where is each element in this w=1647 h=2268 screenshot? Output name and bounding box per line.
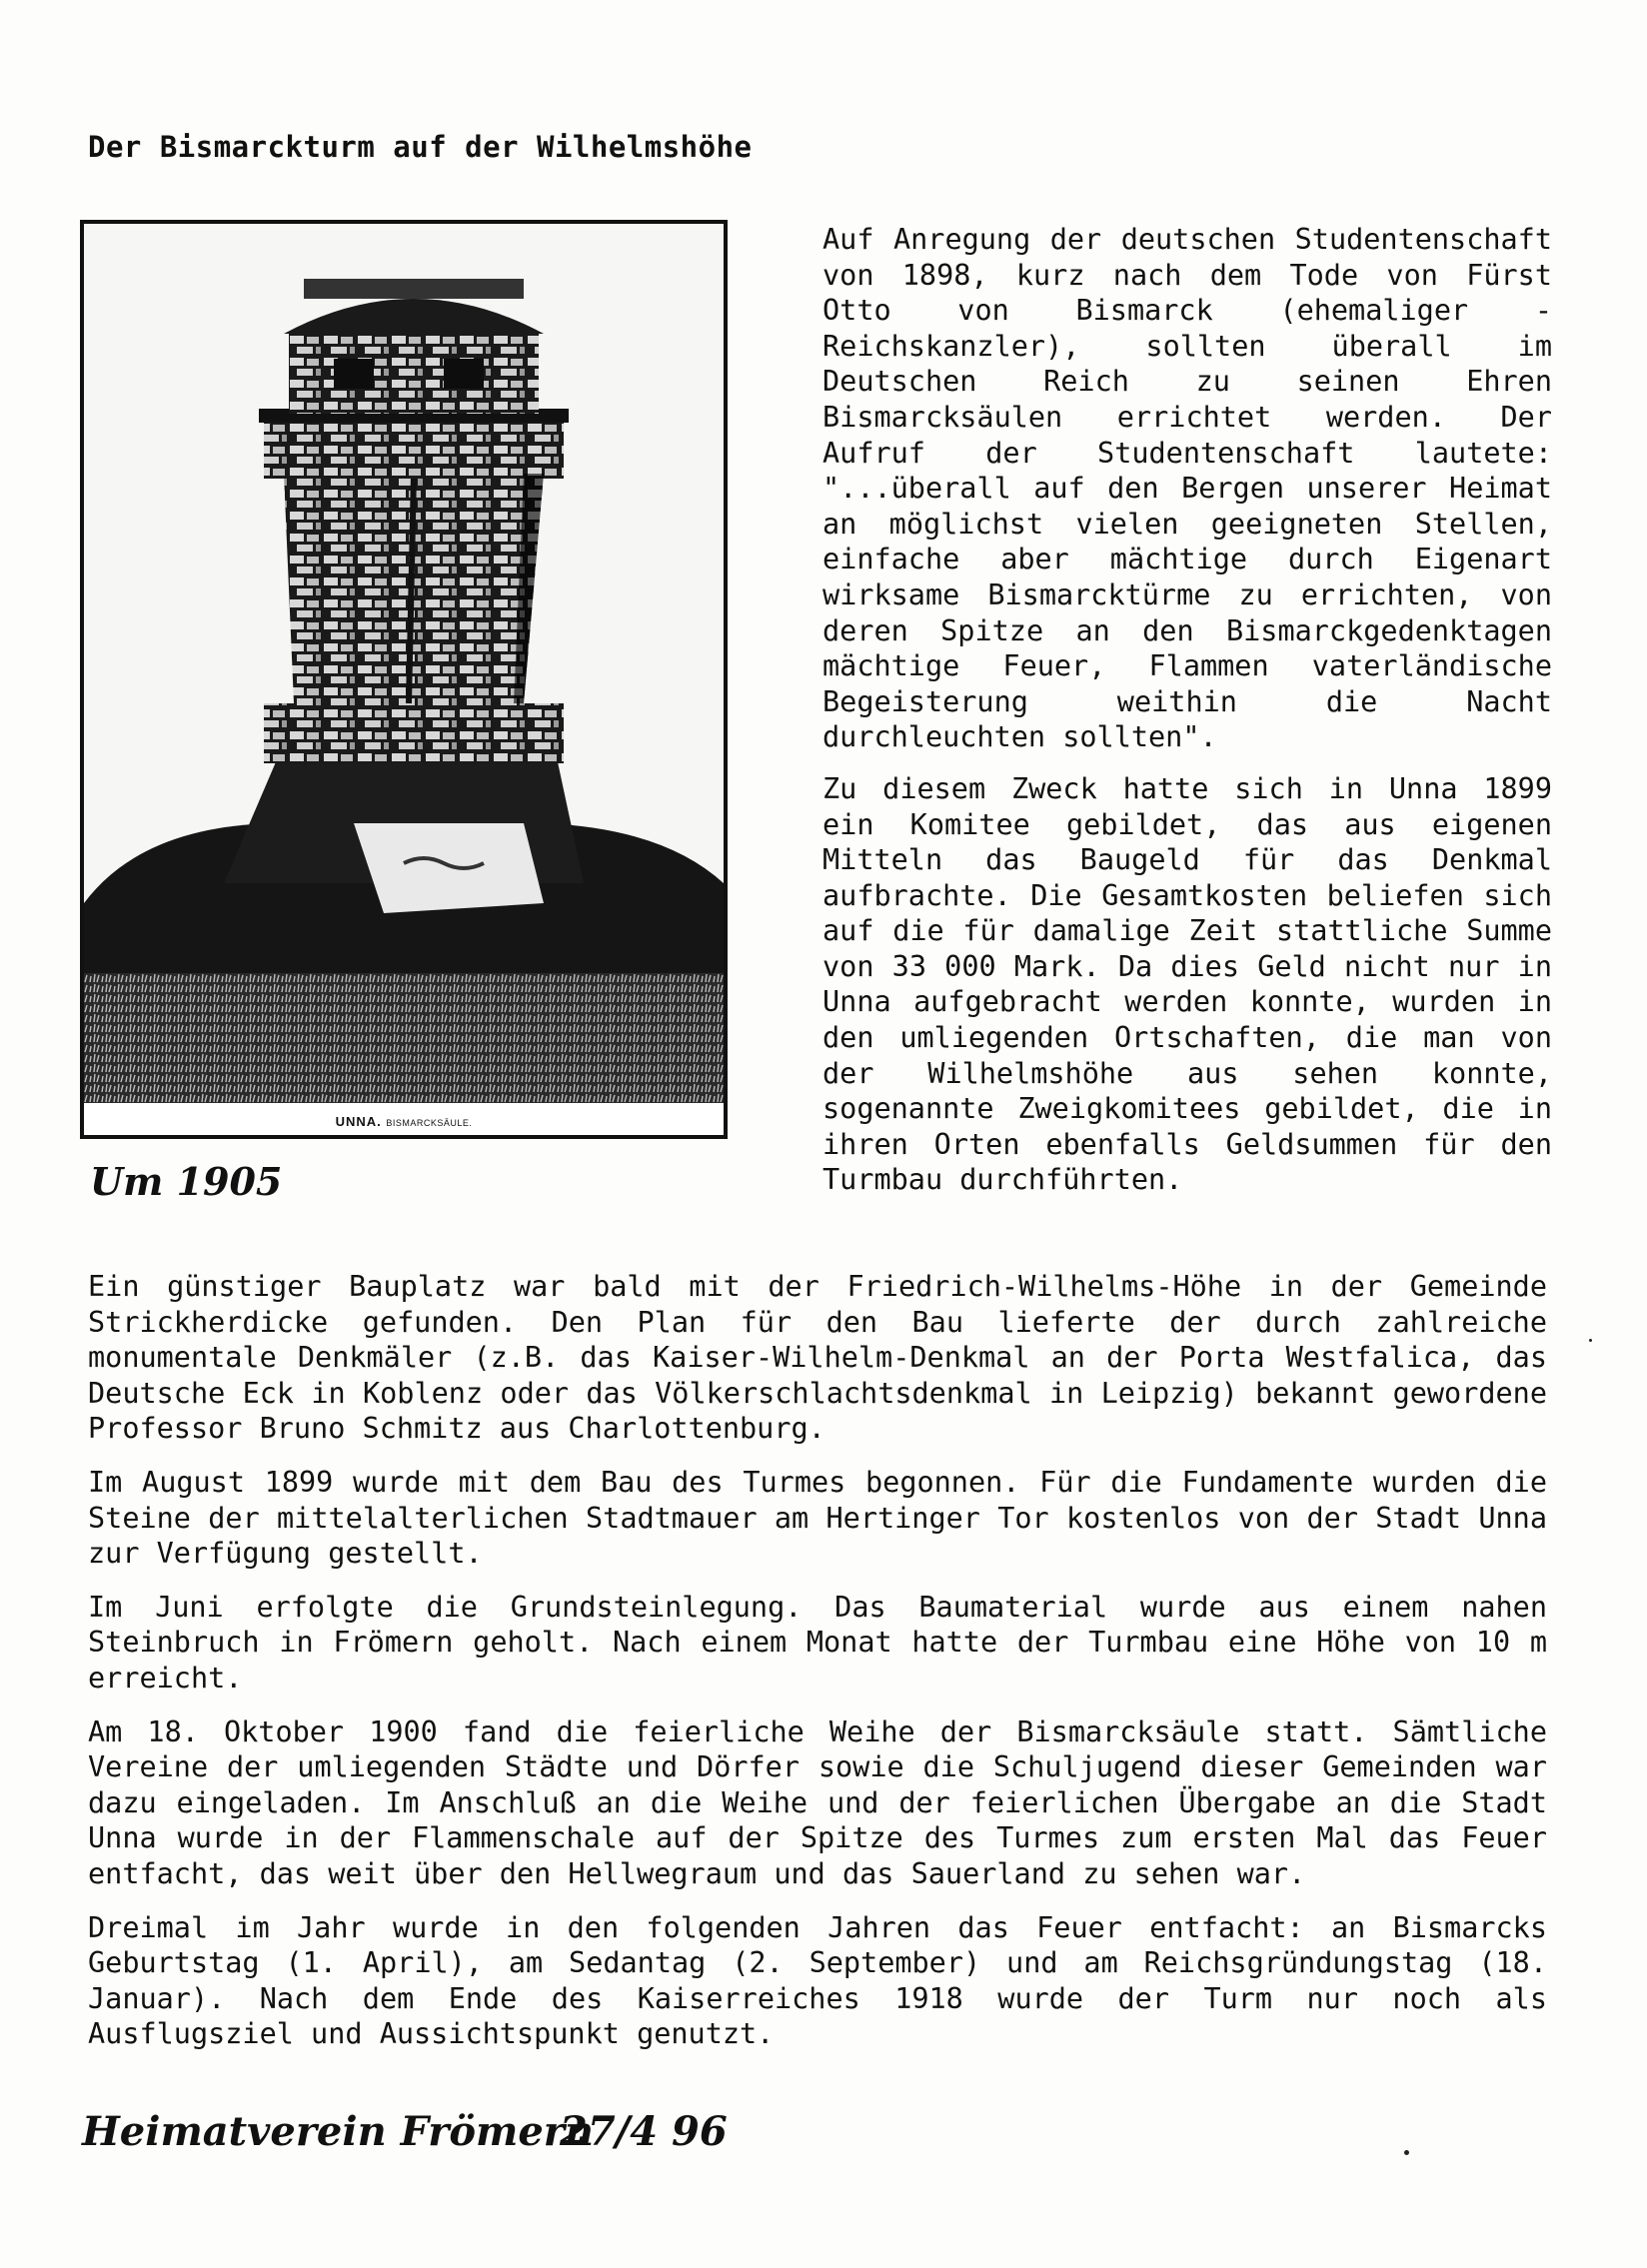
- main-paragraph: Am 18. Oktober 1900 fand die feierliche Weihe der Bismarcksäule statt. Sämtliche Vereine der umliegenden Städte und Dörfer sowie die Schuljugend dieser Gemeinden war dazu eingeladen. Im Anschluß an die Weihe und der feierlichen Übergabe an die Stadt Unna wurde in der Flammenschale auf der Spitze des Turmes zum ersten Mal das Feuer entfacht, das weit über den Hellwegraum und das Sauerland zu sehen war.: [88, 1714, 1547, 1890]
- side-paragraph: Auf Anregung der deutschen Studentenschaft von 1898, kurz nach dem Tode von Fürst Otto von Bismarck (ehemaliger - Reichskanzler), sollten überall im Deutschen Reich zu seinen Ehren Bismarcksäulen errichtet werden. Der Aufruf der Studentenschaft lautete: "...überall auf den Bergen unserer Heimat an möglichst vielen geeigneten Stellen, einfache aber mächtige durch Eigenart wirksame Bismarcktürme zu errichten, von deren Spitze an den Bismarckgedenktagen mächtige Feuer, Flammen vaterländische Begeisterung weithin die Nacht durchleuchten sollten".: [823, 223, 1552, 754]
- handwritten-signature: Heimatverein Frömern: [82, 2108, 594, 2155]
- print-caption: [84, 1114, 724, 1129]
- side-paragraph: Zu diesem Zweck hatte sich in Unna 1899 ein Komitee gebildet, das aus eigenen Mitteln das Baugeld für das Denkmal aufbrachte. Die Gesamtkosten beliefen sich auf die für damalige Zeit stattliche Summe von 33 000 Mark. Da dies Geld nicht nur in Unna aufgebracht werden konnte, wurden in den umliegenden Ortschaften, die man von der Wilhelmshöhe aus sehen konnte, sogenannte Zweigkomitees gebildet, die in ihren Orten ebenfalls Geldsummen für den Turmbau durchführten.: [823, 771, 1552, 1197]
- bismarck-tower-illustration: [84, 224, 724, 1135]
- main-paragraph: Im Juni erfolgte die Grundsteinlegung. Das Baumaterial wurde aus einem nahen Steinbruch in Frömern geholt. Nach einem Monat hatte der Turmbau eine Höhe von 10 m erreicht.: [88, 1590, 1547, 1695]
- photo-handwritten-note: Um 1905: [90, 1159, 283, 1204]
- page-title: Der Bismarckturm auf der Wilhelmshöhe: [88, 130, 753, 164]
- speck-mark: [1404, 2150, 1409, 2155]
- main-paragraph: Dreimal im Jahr wurde in den folgenden Jahren das Feuer entfacht: an Bismarcks Geburtstag (1. April), am Sedantag (2. September) und am Reichsgründungstag (18. Januar). Nach dem Ende des Kaiserreiches 1918 wurde der Turm nur noch als Ausflugsziel und Aussichtspunkt genutzt.: [88, 1910, 1547, 2051]
- main-paragraph: Im August 1899 wurde mit dem Bau des Turmes begonnen. Für die Fundamente wurden die Steine der mittelalterlichen Stadtmauer am Hertinger Tor kostenlos von der Stadt Unna zur Verfügung gestellt.: [88, 1465, 1547, 1571]
- tower-photo: [80, 220, 728, 1139]
- main-paragraph: Ein günstiger Bauplatz war bald mit der Friedrich-Wilhelms-Höhe in der Gemeinde Strickherdicke gefunden. Den Plan für den Bau lieferte der durch zahlreiche monumentale Denkmäler (z.B. das Kaiser-Wilhelm-Denkmal an der Porta Westfalica, das Deutsche Eck in Koblenz oder das Völkerschlachtsdenkmal in Leipzig) bekannt gewordene Professor Bruno Schmitz aus Charlottenburg.: [88, 1270, 1547, 1446]
- side-column: [823, 222, 1552, 1214]
- speck-mark: [1589, 1339, 1592, 1342]
- print-caption-place: UNNA.: [335, 1114, 382, 1129]
- handwritten-date: 27/4 96: [560, 2108, 728, 2155]
- print-caption-subject: BISMARCKSÄULE.: [386, 1118, 473, 1128]
- main-column: [88, 1269, 1547, 2070]
